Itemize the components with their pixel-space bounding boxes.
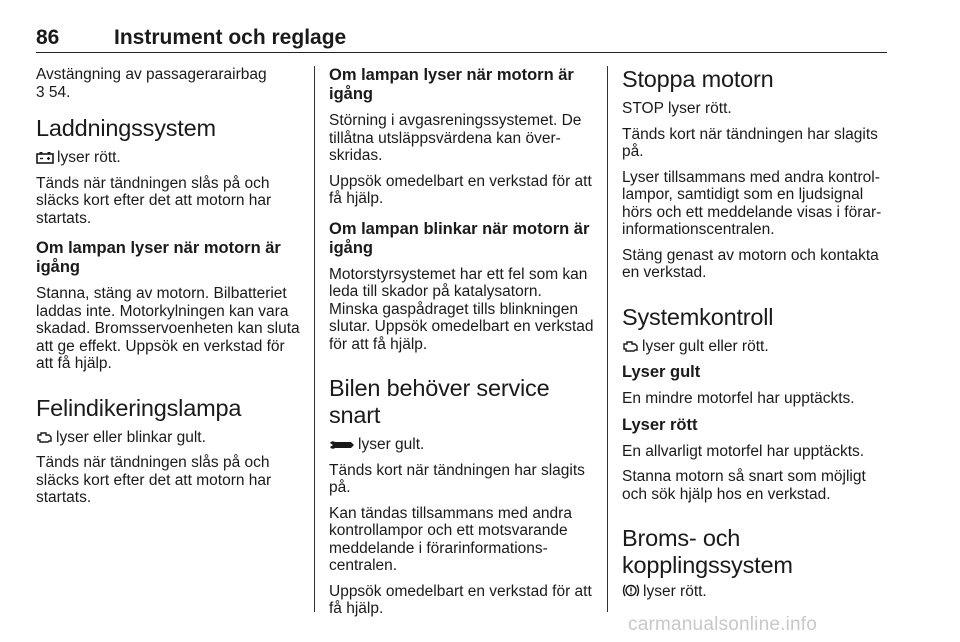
section-title-laddningssystem: Laddningssystem bbox=[36, 115, 216, 141]
laddning-status: lyser rött. bbox=[36, 149, 304, 167]
service-status: lyser gult. bbox=[329, 436, 595, 454]
watermark: carmanualsonline.info bbox=[628, 614, 818, 635]
section-title-felindikeringslampa: Felindikeringslampa bbox=[36, 394, 242, 421]
broms-status: lyser rött. bbox=[622, 583, 888, 601]
column-2 bbox=[329, 66, 595, 626]
felind-body: Tänds när tändningen slås på och släcks kort efter det att motorn har startats. bbox=[36, 454, 272, 506]
system-rott-p1: En allvarligt motorfel har upptäckts. bbox=[622, 442, 865, 460]
laddning-sub-body: Stanna, stäng av motorn. Bilbatteriet laddas inte. Motorkylningen kan vara skadad. Bromsservoenheten kan sluta att ge effekt. Uppsök en verkstad för att få hjälp. bbox=[36, 285, 300, 372]
felind-sub1-p2: Uppsök omedelbart en verkstad för att få hjälp. bbox=[329, 172, 592, 207]
felind-sub2-p1: Motorstyrsystemet har ett fel som kan leda till skador på katalysatorn. Minska gaspådraget tills blinkningen slutar. Uppsök omedelbart en verkstad för att få hjälp. bbox=[329, 265, 594, 353]
system-status: lyser gult eller rött. bbox=[622, 338, 888, 356]
column-divider bbox=[607, 66, 608, 612]
stoppa-p1: STOP lyser rött. bbox=[622, 100, 732, 117]
system-rott-heading: Lyser rött bbox=[622, 415, 698, 434]
system-gult-heading: Lyser gult bbox=[622, 363, 701, 381]
column-3 bbox=[622, 66, 888, 609]
engine-icon bbox=[36, 431, 53, 444]
service-p2: Kan tändas tillsammans med andra kontrollampor och ett motsvarande meddelande i förarinformationscentralen. bbox=[329, 504, 572, 574]
page-number: 86 bbox=[36, 26, 60, 49]
system-rott-p2: Stanna motorn så snart som möjligt och sök hjälp hos en verkstad. bbox=[622, 468, 866, 503]
column-1 bbox=[36, 66, 304, 515]
wrench-icon bbox=[329, 439, 355, 451]
felind-status: lyser eller blinkar gult. bbox=[36, 429, 304, 447]
section-title-systemkontroll: Systemkontroll bbox=[622, 303, 774, 330]
section-title-service: Bilen behöver service snart bbox=[329, 375, 550, 428]
section-title-broms: Broms- och kopplingssystem bbox=[622, 525, 793, 578]
system-gult-body: En mindre motorfel har upptäckts. bbox=[622, 390, 855, 407]
felind-subheading-lyser: Om lampan lyser när motorn är igång bbox=[329, 66, 574, 103]
laddning-body: Tänds när tändningen slås på och släcks kort efter det att motorn har startats. bbox=[36, 174, 272, 227]
battery-icon bbox=[36, 151, 54, 164]
stoppa-p2: Tänds kort när tändningen har slagits på. bbox=[622, 125, 878, 160]
laddning-subheading: Om lampan lyser när motorn är igång bbox=[36, 239, 281, 276]
service-p1: Tänds kort när tändningen har slagits på. bbox=[329, 461, 585, 496]
intro-text: Avstängning av passagerarairbag 3 54. bbox=[36, 66, 267, 101]
service-p3: Uppsök omedelbart en verkstad för att få hjälp. bbox=[329, 582, 592, 617]
felind-subheading-blinkar: Om lampan blinkar när motorn är igång bbox=[329, 219, 590, 257]
column-divider bbox=[314, 66, 315, 612]
section-title-stoppa: Stoppa motorn bbox=[622, 66, 774, 92]
page-header bbox=[36, 22, 887, 53]
brake-warning-icon bbox=[622, 583, 640, 598]
page-reference: 3 54. bbox=[36, 83, 71, 101]
engine-icon bbox=[622, 340, 639, 353]
felind-sub1-p1: Störning i avgasreningssystemet. De tillåtna utsläppsvärdena kan överskridas. bbox=[329, 112, 582, 164]
stoppa-p3: Lyser tillsammans med andra kontrollampor, samtidigt som en ljudsignal hörs och ett meddelande visas i förarinformationscentralen. bbox=[622, 168, 882, 238]
stoppa-p4: Stäng genast av motorn och kontakta en verkstad. bbox=[622, 246, 879, 281]
chapter-title: Instrument och reglage bbox=[114, 26, 347, 49]
